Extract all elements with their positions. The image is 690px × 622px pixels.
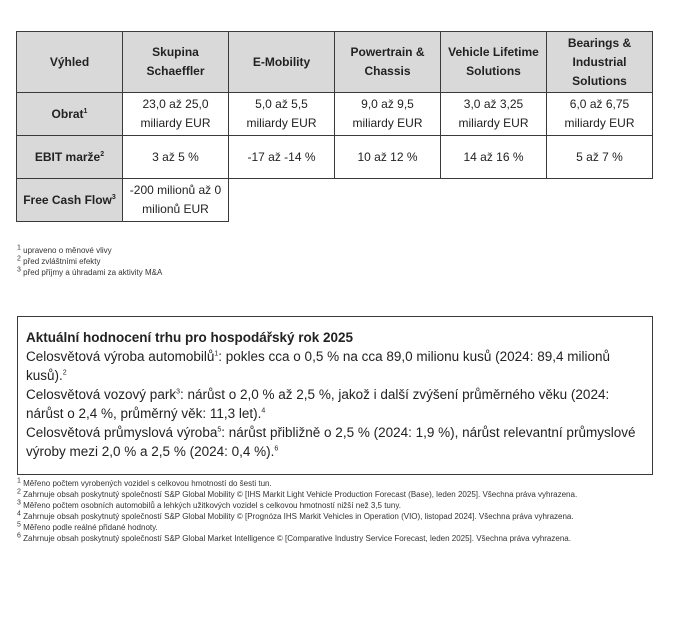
table-cell: 14 až 16 % [441,136,547,179]
header-schaeffler-group: Skupina Schaeffler [123,32,229,93]
header-e-mobility: E-Mobility [229,32,335,93]
table-row [17,136,653,179]
footnote: $^4$ Zahrnuje obsah poskytnutý společností S&P Global Mobility © [Prognóza IHS Markit Vehicles in Operation (VIO), listopad 2024]. Všechna práva vyhrazena. [17,510,574,521]
footnote: $^6$ Zahrnuje obsah poskytnutý společností S&P Global Market Intelligence © [Comparative Industry Service Forecast, leden 2025]. Všechna práva vyhrazena. [17,532,571,543]
market-item: Celosvětová výroba automobilů$^1$: pokles cca o 0,5 % na cca 89,0 milionu kusů (2024: 89,4 milionů kusů).$^2$ [26,349,610,383]
table-cell: 6,0 až 6,75 miliardy EUR [547,93,653,136]
table-row [17,93,653,136]
table-header-row [17,32,653,93]
market-assessment-title: Aktuální hodnocení trhu pro hospodářský rok 2025 [26,330,354,345]
market-item: Celosvětová vozový park$^3$: nárůst o 2,0 % až 2,5 %, jakož i další zvýšení průměrného věku (2024: nárůst o 2,4 %, průměrný věk: 11,3 let).$^4$ [26,387,610,421]
footnote: $^2$ Zahrnuje obsah poskytnutý společností S&P Global Mobility © [IHS Markit Light Vehicle Production Forecast (Base), leden 2025]. Všechna práva vyhrazena. [17,488,578,499]
footnote: $^1$ Měřeno počtem vyrobených vozidel s celkovou hmotností do šesti tun. [17,477,272,488]
row-label-ebit-margin: EBIT marže$^2$ [17,136,123,179]
table-cell: 5,0 až 5,5 miliardy EUR [229,93,335,136]
table-cell: -200 milionů až 0 milionů EUR [123,179,229,222]
header-outlook: Výhled [17,32,123,93]
market-footnotes [17,478,657,544]
table-cell: 5 až 7 % [547,136,653,179]
header-powertrain-chassis: Powertrain & Chassis [335,32,441,93]
market-assessment-box [17,316,653,475]
footnote: $^2$ před zvláštními efekty [17,255,101,266]
table-cell: 23,0 až 25,0 miliardy EUR [123,93,229,136]
footnote: $^1$ upraveno o měnové vlivy [17,244,112,255]
table-cell: -17 až -14 % [229,136,335,179]
table-cell: 10 až 12 % [335,136,441,179]
table-cell: 3 až 5 % [123,136,229,179]
header-bearings-industrial: Bearings & Industrial Solutions [547,32,653,93]
table-cell: 9,0 až 9,5 miliardy EUR [335,93,441,136]
table-footnotes [17,245,162,278]
footnote: $^3$ Měřeno počtem osobních automobilů a lehkých užitkových vozidel s celkovou hmotností nižší než 3,5 tuny. [17,499,401,510]
row-label-free-cash-flow: Free Cash Flow$^3$ [17,179,123,222]
header-vehicle-lifetime-solutions: Vehicle Lifetime Solutions [441,32,547,93]
outlook-table [16,31,653,222]
table-cell: 3,0 až 3,25 miliardy EUR [441,93,547,136]
empty-cell [229,179,653,222]
footnote: $^5$ Měřeno podle reálné přidané hodnoty. [17,521,158,532]
row-label-revenue: Obrat$^1$ [17,93,123,136]
footnote: $^3$ před příjmy a úhradami za aktivity M&A [17,266,163,277]
table-row [17,179,653,222]
market-item: Celosvětová průmyslová výroba$^5$: nárůst přibližně o 2,5 % (2024: 1,9 %), nárůst relevantní průmyslové výroby mezi 2,0 % a 2,5 % (2024: 0,4 %).$^6$ [26,425,636,459]
